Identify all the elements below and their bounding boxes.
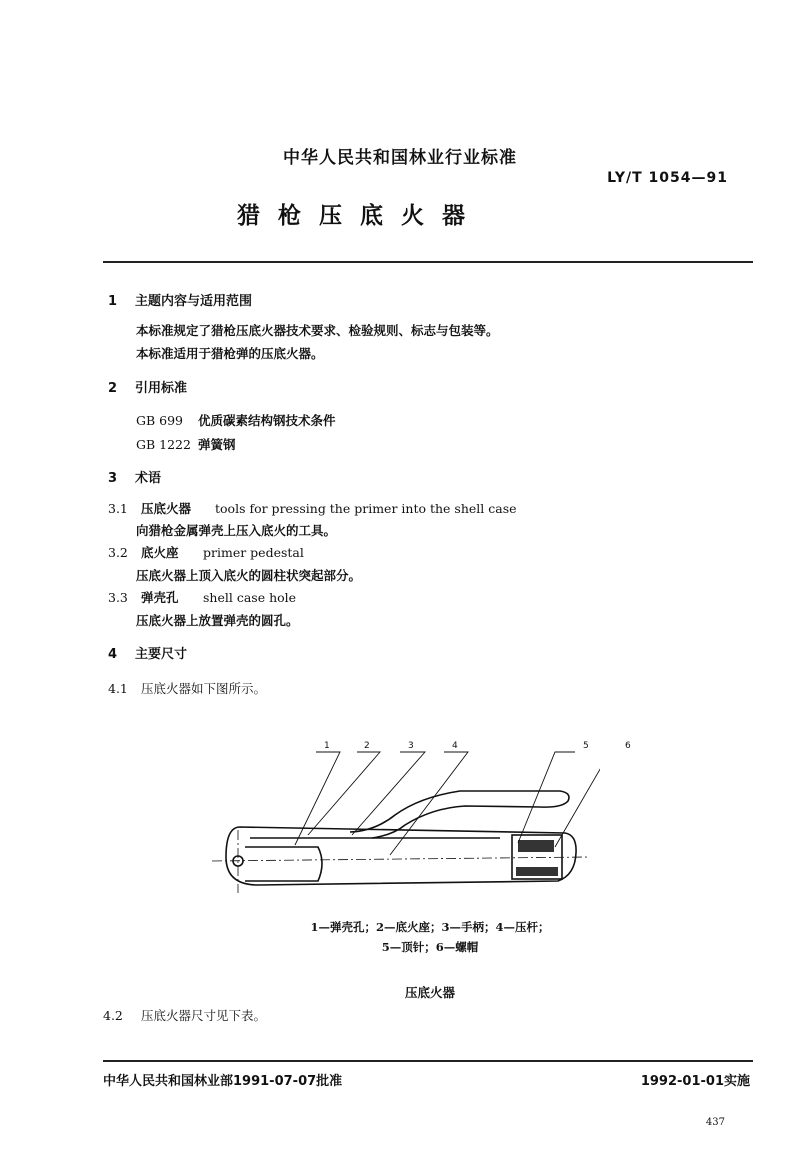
center-line (212, 857, 590, 861)
figure-caption: 压底火器 (404, 985, 455, 1000)
primer-press-drawing (200, 735, 600, 905)
term-3-2 (108, 543, 304, 561)
section-number: 1 (108, 294, 118, 309)
section-1-paragraph-1: 本标准规定了猎枪压底火器技术要求、检验规则、标志与包装等。 (136, 323, 499, 338)
reference-item (136, 435, 236, 453)
clause-text: 压底火器如下图所示。 (141, 681, 267, 696)
leader-4 (390, 752, 468, 855)
term-number: 3.2 (108, 545, 128, 560)
section-number: 2 (108, 381, 118, 396)
callout-6-label: 6 (625, 741, 631, 751)
callout-1: 1 (324, 741, 330, 751)
reference-name: 弹簧钢 (198, 437, 236, 452)
nut-hatch (516, 867, 558, 876)
section-4-heading (108, 643, 187, 662)
callout-3: 3 (408, 741, 414, 751)
section-number: 4 (108, 647, 118, 662)
section-1-paragraph-2: 本标准适用于猎枪弹的压底火器。 (136, 346, 324, 361)
callout-5: 5 (583, 741, 589, 751)
leader-2 (308, 752, 380, 835)
section-2-heading (108, 377, 187, 396)
section-title: 术语 (135, 471, 162, 486)
leader-1 (295, 752, 340, 845)
thimble-hatch (518, 840, 554, 852)
effective-date: 1992-01-01实施 (640, 1074, 750, 1089)
footer-rule (103, 1060, 753, 1062)
figure-legend-line-1: 1—弹壳孔；2—底火座；3—手柄；4—压杆； (310, 920, 550, 934)
section-title: 引用标准 (135, 381, 188, 396)
term-english: shell case hole (203, 590, 297, 605)
term-definition: 压底火器上放置弹壳的圆孔。 (136, 613, 299, 628)
reference-name: 优质碳素结构钢技术条件 (198, 413, 336, 428)
section-title: 主题内容与适用范围 (135, 294, 253, 309)
term-3-3 (108, 588, 296, 606)
term-definition: 向猎枪金属弹壳上压入底火的工具。 (136, 523, 337, 538)
clause-4-1 (108, 679, 266, 697)
term-name: 压底火器 (141, 501, 192, 516)
term-english: primer pedestal (203, 545, 304, 560)
term-number: 3.3 (108, 590, 128, 605)
clause-4-2 (103, 1006, 266, 1024)
term-english: tools for pressing the primer into the shell case (215, 501, 517, 516)
section-3-heading (108, 467, 161, 486)
callout-4: 4 (452, 741, 458, 751)
clause-text: 压底火器尺寸见下表。 (141, 1008, 267, 1023)
figure-legend-line-2: 5—顶针；6—螺帽 (381, 940, 479, 954)
term-number: 3.1 (108, 501, 128, 516)
leader-5 (518, 752, 575, 843)
term-name: 弹壳孔 (141, 590, 179, 605)
approval-note: 中华人民共和国林业部1991-07-07批准 (103, 1074, 343, 1089)
term-definition: 压底火器上顶入底火的圆柱状突起部分。 (136, 568, 362, 583)
issuing-organization: 中华人民共和国林业行业标准 (283, 148, 517, 168)
page-number: 437 (705, 1117, 725, 1128)
term-name: 底火座 (141, 545, 179, 560)
reference-item (136, 411, 336, 429)
callout-2: 2 (364, 741, 370, 751)
reference-code: GB 1222 (136, 437, 191, 452)
clause-number: 4.1 (108, 681, 128, 696)
section-title: 主要尺寸 (135, 647, 188, 662)
term-3-1 (108, 499, 517, 517)
shell-case-hole-outline (245, 847, 322, 881)
section-number: 3 (108, 471, 118, 486)
header-rule (103, 261, 753, 263)
section-1-heading (108, 290, 252, 309)
standard-code: LY/T 1054—91 (607, 170, 728, 186)
reference-code: GB 699 (136, 413, 184, 428)
document-title: 猎枪压底火器 (237, 203, 483, 229)
clause-number: 4.2 (103, 1008, 123, 1023)
